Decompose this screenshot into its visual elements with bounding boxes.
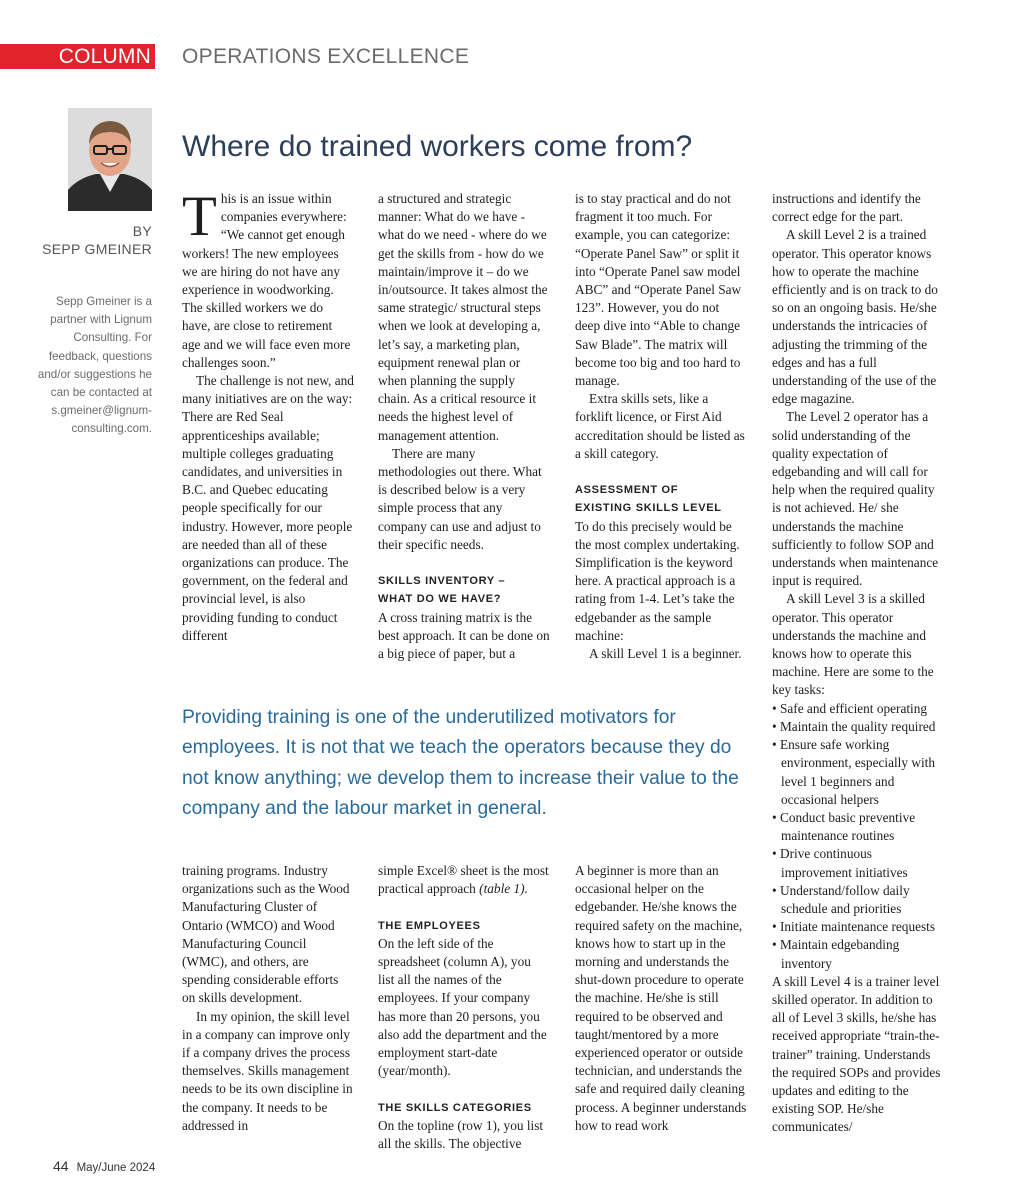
column-1-bottom [182,862,354,1135]
subhead-skills-categories: THE SKILLS CATEGORIES [378,1101,532,1114]
paragraph: There are many methodologies out there. What is described below is a very simple process that any company can use and adjust to their specific needs. [378,445,542,552]
author-name: SEPP GMEINER [42,241,152,257]
section-title: OPERATIONS EXCELLENCE [182,45,470,68]
subhead-skills-inventory-2: WHAT DO WE HAVE? [378,593,502,606]
pull-quote: Providing training is one of the underutilized motivators for employees. It is not that we teach the operators because they do not know anything; we develop them to increase their value to the company and the labour market in general. [182,707,739,819]
paragraph: his is an issue within companies everywhere: “We cannot get enough workers! The new employees we are hiring do not have any experience in woodworking. The skilled workers we do have, are close to retirement age and we will face even more challenges soon.” [182,191,351,370]
paragraph: instructions and identify the correct edge for the part. [772,191,921,225]
list-item: • Drive continuous improvement initiatives [772,846,908,880]
column-2-bottom [378,862,550,1153]
author-portrait-image [68,108,152,211]
list-item: • Maintain edgebanding inventory [772,937,900,971]
paragraph: training programs. Industry organizations such as the Wood Manufacturing Cluster of Ontario (WMCO) and Wood Manufacturing Council (WMC), and others, are spending considerable efforts on skills development. [182,863,350,1006]
paragraph: A beginner is more than an occasional helper on the edgebander. He/she knows the required safety on the machine, knows how to start up in the morning and understands the shut-down procedure to operate the machine. He/she is still required to be observed and taught/mentored by a more experienced operator or outside technician, and understands the safe and required daily cleaning process. A beginner understands how to read work [575,863,747,1133]
paragraph: The Level 2 operator has a solid understanding of the quality expectation of edgebanding and will call for help when the required quality is not achieved. He/ she understands the machine sufficiently to follow SOP and understands when maintenance input is required. [772,409,939,589]
list-item: • Safe and efficient operating [772,700,928,716]
paragraph: A cross training matrix is the best approach. It can be done on a big piece of paper, but a [378,609,550,662]
page-number: 44 [53,1158,69,1174]
column-2-top [378,190,550,663]
paragraph: The challenge is not new, and many initiatives are on the way: There are Red Seal apprenticeships available; multiple colleges graduating candidates, and universities in B.C. and Quebec educating people specifically for our industry. However, more people are needed than all of these organizations can produce. The government, on the federal and provincial level, is also providing funding to conduct different [182,373,354,643]
column-3-bottom [575,862,747,1135]
subhead-assessment: ASSESSMENT OF [575,484,679,497]
paragraph: A skill Level 4 is a trainer level skilled operator. In addition to all of Level 3 skills, he/she has received appropriate “train-the-trainer” training. Understands the required SOPs and provides updates and editing to the existing SOP. He/she communicates/ [772,973,941,1135]
paragraph [378,862,550,898]
paragraph: Extra skills sets, like a forklift licence, or First Aid accreditation should be listed as a skill category. [575,391,745,461]
folio [53,1157,155,1177]
paragraph: A skill Level 3 is a skilled operator. This operator understands the machine and knows how to operate this machine. Here are some to the key tasks: [772,591,934,698]
list-item: • Conduct basic preventive maintenance routines [772,809,916,844]
key-tasks-list [772,700,944,973]
subhead-skills-inventory: SKILLS INVENTORY – [378,575,506,588]
author-bio: Sepp Gmeiner is a partner with Lignum Consulting. For feedback, questions and/or suggestions he can be contacted at s.gmeiner@lignum-consulting.com. [37,295,152,436]
subhead-assessment-2: EXISTING SKILLS LEVEL [575,502,722,515]
paragraph: a structured and strategic manner: What do we have - what do we need - where do we get the skills from - how do we maintain/improve it – do we in/outsource. It takes almost the same strategic/ structural steps when we look at developing a, let’s say, a marketing plan, equipment renewal plan or when planning the supply chain. As a critical resource it needs the highest level of management attention. [378,191,548,443]
paragraph: On the topline (row 1), you list all the skills. The objective [378,1117,544,1152]
drop-cap: T [182,185,217,248]
column-3-top [575,190,747,663]
column-1-top [182,185,354,645]
byline [42,222,152,258]
table-reference: (table 1). [479,881,528,897]
paragraph: A skill Level 1 is a beginner. [589,646,742,662]
paragraph: In my opinion, the skill level in a company can improve only if a company drives the process themselves. Skills management needs to be its own discipline in the company. It needs to be addressed in [182,1008,353,1133]
list-item: • Maintain the quality required [772,718,936,734]
paragraph: A skill Level 2 is a trained operator. This operator knows how to operate the machine efficiently and is on track to do so on an ongoing basis. He/she understands the intricacies of adjusting the trimming of the edges and has a full understanding of the use of the edge magazine. [772,227,938,407]
issue-date: May/June 2024 [76,1162,156,1174]
headline: Where do trained workers come from? [182,130,693,163]
paragraph-text: simple Excel® sheet is the most practical approach [378,863,549,897]
list-item: • Initiate maintenance requests [772,919,936,935]
column-tag: COLUMN [0,44,155,69]
paragraph: On the left side of the spreadsheet (column A), you list all the names of the employees. If your company has more than 20 persons, you also add the department and the employment start-date (year/month). [378,935,547,1079]
byline-by: BY [132,223,152,239]
paragraph: To do this precisely would be the most complex undertaking. Simplification is the keyword here. A practical approach is a rating from 1-4. Let’s take the edgebander as the sample machine: [575,518,740,643]
paragraph: is to stay practical and do not fragment it too much. For example, you can categorize: “Operate Panel Saw” or split it into “Operate Panel saw model ABC” and “Operate Panel Saw 123”. However, you do not deep dive into “Able to change Saw Blade”. The matrix will become too big and too hard to manage. [575,191,742,389]
subhead-employees: THE EMPLOYEES [378,919,481,932]
list-item: • Ensure safe working environment, especially with level 1 beginners and occasional helpers [772,737,935,807]
author-photo [68,108,152,211]
column-4 [772,190,944,1137]
list-item: • Understand/follow daily schedule and priorities [772,882,910,916]
